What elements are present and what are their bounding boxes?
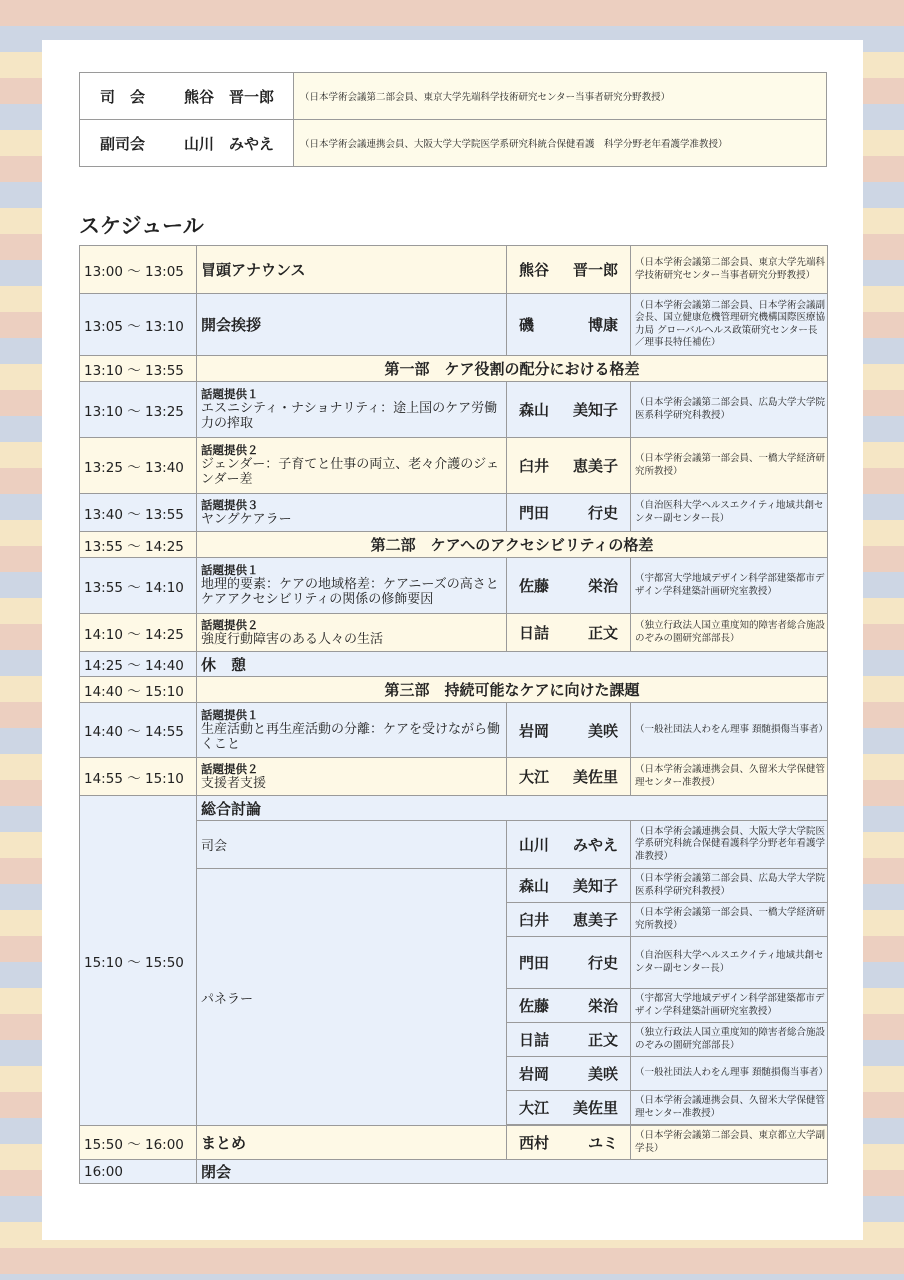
speaker-last-name: 西村 bbox=[519, 1134, 550, 1152]
schedule-row bbox=[80, 438, 828, 494]
schedule-table bbox=[79, 245, 828, 1184]
speaker-cell bbox=[507, 294, 631, 356]
affiliation-cell: （日本学術会議連携会員、久留米大学保健管理センター准教授） bbox=[631, 1091, 828, 1125]
speaker-last-name: 佐藤 bbox=[519, 997, 550, 1015]
time-cell: 13:10 ～ 13:25 bbox=[80, 382, 197, 438]
speaker-cell bbox=[507, 1091, 631, 1125]
affiliation-cell: （日本学術会議第一部会員、一橋大学経済研究所教授） bbox=[631, 903, 828, 937]
schedule-heading: スケジュール bbox=[79, 214, 204, 238]
topic-title: ジェンダー：子育てと仕事の両立、老々介護のジェンダー差 bbox=[201, 457, 499, 487]
topic-label: 話題提供２ bbox=[201, 761, 259, 776]
topic-label: 話題提供１ bbox=[201, 707, 259, 722]
affiliation-cell: （日本学術会議第二部会員、広島大学大学院医系科学研究科教授） bbox=[631, 382, 828, 438]
topic-label: 話題提供１ bbox=[201, 387, 259, 401]
title-cell: まとめ bbox=[197, 1126, 507, 1160]
speaker-cell bbox=[507, 558, 631, 614]
affiliation-cell: （独立行政法人国立重度知的障害者総合施設のぞみの園研究部部長） bbox=[631, 614, 828, 652]
speaker-cell bbox=[507, 821, 631, 869]
affiliation-cell: （日本学術会議連携会員、久留米大学保健管理センター准教授） bbox=[631, 758, 828, 796]
schedule-row bbox=[80, 382, 828, 438]
schedule-row bbox=[80, 494, 828, 532]
speaker-first-name: ユミ bbox=[587, 1134, 618, 1152]
speaker-first-name: 正文 bbox=[587, 1031, 618, 1049]
speaker-cell bbox=[507, 1023, 631, 1057]
affiliation-cell: （宇都宮大学地域デザイン科学部建築都市デザイン学科建築計画研究室教授） bbox=[631, 558, 828, 614]
time-cell: 15:50 ～ 16:00 bbox=[80, 1126, 197, 1160]
speaker-last-name: 熊谷 bbox=[519, 261, 550, 279]
topic-label: 話題提供３ bbox=[201, 497, 259, 512]
speaker-first-name: 美咲 bbox=[587, 1065, 618, 1083]
discussion-title-row bbox=[80, 796, 828, 821]
speaker-last-name: 佐藤 bbox=[519, 577, 550, 595]
topic-cell bbox=[197, 758, 507, 796]
time-cell: 13:10 ～ 13:55 bbox=[80, 356, 197, 382]
speaker-last-name: 大江 bbox=[519, 1099, 550, 1117]
speaker-first-name: 美佐里 bbox=[572, 1099, 618, 1117]
panel-label: パネラー bbox=[197, 869, 507, 1126]
time-cell: 13:55 ～ 14:25 bbox=[80, 532, 197, 558]
speaker-cell bbox=[507, 989, 631, 1023]
schedule-row bbox=[80, 758, 828, 796]
speaker-cell bbox=[507, 903, 631, 937]
time-cell: 16:00 bbox=[80, 1160, 197, 1184]
section-title: 第三部 持続可能なケアに向けた課題 bbox=[197, 677, 828, 703]
topic-cell bbox=[197, 438, 507, 494]
host-role: 副司会 bbox=[100, 134, 146, 153]
moderator-label: 司会 bbox=[197, 821, 507, 869]
time-cell: 13:25 ～ 13:40 bbox=[80, 438, 197, 494]
topic-label: 話題提供２ bbox=[201, 443, 259, 457]
schedule-row bbox=[80, 1126, 828, 1160]
speaker-last-name: 大江 bbox=[519, 768, 550, 786]
time-cell: 13:40 ～ 13:55 bbox=[80, 494, 197, 532]
topic-cell bbox=[197, 703, 507, 758]
speaker-cell bbox=[507, 1057, 631, 1091]
host-table bbox=[79, 72, 827, 167]
topic-cell bbox=[197, 382, 507, 438]
speaker-last-name: 山川 bbox=[519, 836, 550, 854]
time-cell: 14:25 ～ 14:40 bbox=[80, 652, 197, 677]
schedule-row bbox=[80, 614, 828, 652]
time-cell: 14:55 ～ 15:10 bbox=[80, 758, 197, 796]
topic-cell bbox=[197, 494, 507, 532]
speaker-last-name: 岩岡 bbox=[519, 1065, 550, 1083]
affiliation-cell: （一般社団法人わをん理事 頚髄損傷当事者） bbox=[631, 1057, 828, 1091]
affiliation-cell: （日本学術会議第二部会員、東京大学先端科学技術研究センター当事者研究分野教授） bbox=[631, 246, 828, 294]
speaker-cell bbox=[507, 494, 631, 532]
speaker-first-name: 美佐里 bbox=[572, 768, 618, 786]
title-cell: 開会挨拶 bbox=[197, 294, 507, 356]
break-title: 休 憩 bbox=[197, 652, 828, 677]
speaker-last-name: 日詰 bbox=[519, 624, 550, 642]
speaker-first-name: 博康 bbox=[587, 316, 618, 334]
affiliation-cell: （自治医科大学ヘルスエクイティ地域共創センター副センター長） bbox=[631, 494, 828, 532]
time-cell: 13:55 ～ 14:10 bbox=[80, 558, 197, 614]
schedule-row bbox=[80, 703, 828, 758]
topic-cell bbox=[197, 614, 507, 652]
speaker-first-name: 美知子 bbox=[572, 401, 618, 419]
discussion-title: 総合討論 bbox=[197, 796, 828, 821]
title-cell: 閉会 bbox=[197, 1160, 828, 1184]
affiliation-cell: （日本学術会議第一部会員、一橋大学経済研究所教授） bbox=[631, 438, 828, 494]
section-title: 第二部 ケアへのアクセシビリティの格差 bbox=[197, 532, 828, 558]
host-cell bbox=[80, 73, 294, 120]
topic-label: 話題提供１ bbox=[201, 563, 259, 577]
speaker-last-name: 日詰 bbox=[519, 1031, 550, 1049]
affiliation-cell: （独立行政法人国立重度知的障害者総合施設のぞみの園研究部部長） bbox=[631, 1023, 828, 1057]
speaker-first-name: 恵美子 bbox=[572, 911, 618, 929]
section-row bbox=[80, 532, 828, 558]
speaker-cell bbox=[507, 246, 631, 294]
speaker-first-name: 恵美子 bbox=[572, 457, 618, 475]
host-cell bbox=[80, 120, 294, 167]
affiliation-cell: （日本学術会議第二部会員、日本学術会議副会長、国立健康危機管理研究機構国際医療協力局 グローバルヘルス政策研究センター長／理事長特任補佐） bbox=[631, 294, 828, 356]
schedule-row bbox=[80, 294, 828, 356]
topic-title: 生産活動と再生産活動の分離：ケアを受けながら働くこと bbox=[201, 721, 501, 752]
affiliation-cell: （自治医科大学ヘルスエクイティ地域共創センター副センター長） bbox=[631, 937, 828, 989]
speaker-cell bbox=[507, 438, 631, 494]
host-affiliation: （日本学術会議連携会員、大阪大学大学院医学系研究科統合保健看護 科学分野老年看護学准教授） bbox=[294, 120, 827, 167]
time-cell: 14:40 ～ 14:55 bbox=[80, 703, 197, 758]
topic-cell bbox=[197, 558, 507, 614]
topic-title: 地理的要素：ケアの地域格差：ケアニーズの高さとケアアクセシビリティの関係の修飾要因 bbox=[201, 577, 499, 607]
section-row bbox=[80, 677, 828, 703]
host-name: 熊谷 晋一郎 bbox=[184, 87, 275, 106]
affiliation-cell: （宇都宮大学地域デザイン科学部建築都市デザイン学科建築計画研究室教授） bbox=[631, 989, 828, 1023]
speaker-first-name: 栄治 bbox=[587, 577, 618, 595]
topic-title: 支援者支援 bbox=[201, 775, 267, 791]
speaker-cell bbox=[507, 1126, 631, 1160]
speaker-first-name: 晋一郎 bbox=[572, 261, 618, 279]
topic-title: 強度行動障害のある人々の生活 bbox=[201, 631, 384, 647]
section-title: 第一部 ケア役割の配分における格差 bbox=[197, 356, 828, 382]
section-row bbox=[80, 356, 828, 382]
topic-label: 話題提供２ bbox=[201, 617, 259, 632]
speaker-first-name: 美咲 bbox=[587, 721, 618, 740]
speaker-first-name: 正文 bbox=[587, 624, 618, 642]
speaker-cell bbox=[507, 703, 631, 758]
affiliation-cell: （一般社団法人わをん理事 頚髄損傷当事者） bbox=[631, 703, 828, 758]
time-cell: 14:40 ～ 15:10 bbox=[80, 677, 197, 703]
affiliation-cell: （日本学術会議連携会員、大阪大学大学院医学系研究科統合保健看護科学分野老年看護学准教授） bbox=[631, 821, 828, 869]
speaker-last-name: 岩岡 bbox=[519, 721, 550, 740]
speaker-cell bbox=[507, 382, 631, 438]
speaker-cell bbox=[507, 937, 631, 989]
speaker-last-name: 臼井 bbox=[519, 457, 550, 475]
host-name: 山川 みやえ bbox=[184, 134, 275, 153]
program-sheet bbox=[42, 40, 863, 1240]
host-row-vice-chair bbox=[80, 120, 827, 167]
speaker-first-name: 栄治 bbox=[587, 997, 618, 1015]
title-cell: 冒頭アナウンス bbox=[197, 246, 507, 294]
speaker-last-name: 臼井 bbox=[519, 911, 550, 929]
speaker-first-name: 美知子 bbox=[572, 877, 618, 895]
speaker-cell bbox=[507, 614, 631, 652]
speaker-cell bbox=[507, 869, 631, 903]
host-role: 司 会 bbox=[100, 87, 146, 106]
time-cell: 13:00 ～ 13:05 bbox=[80, 246, 197, 294]
speaker-last-name: 磯 bbox=[519, 316, 535, 334]
host-affiliation: （日本学術会議第二部会員、東京大学先端科学技術研究センター当事者研究分野教授） bbox=[294, 73, 827, 120]
affiliation-cell: （日本学術会議第二部会員、東京都立大学副学長） bbox=[631, 1126, 828, 1160]
speaker-last-name: 森山 bbox=[519, 401, 550, 419]
break-row bbox=[80, 652, 828, 677]
speaker-last-name: 門田 bbox=[519, 504, 550, 522]
topic-title: ヤングケアラー bbox=[201, 511, 292, 527]
schedule-row bbox=[80, 1160, 828, 1184]
speaker-first-name: 行史 bbox=[587, 504, 618, 522]
topic-title: エスニシティ・ナショナリティ：途上国のケア労働力の搾取 bbox=[201, 401, 498, 431]
time-cell: 15:10 ～ 15:50 bbox=[80, 796, 197, 1126]
speaker-first-name: 行史 bbox=[587, 954, 618, 972]
speaker-cell bbox=[507, 758, 631, 796]
time-cell: 14:10 ～ 14:25 bbox=[80, 614, 197, 652]
speaker-last-name: 森山 bbox=[519, 877, 550, 895]
time-cell: 13:05 ～ 13:10 bbox=[80, 294, 197, 356]
affiliation-cell: （日本学術会議第二部会員、広島大学大学院医系科学研究科教授） bbox=[631, 869, 828, 903]
speaker-last-name: 門田 bbox=[519, 954, 550, 972]
host-row-chair bbox=[80, 73, 827, 120]
schedule-row bbox=[80, 246, 828, 294]
schedule-row bbox=[80, 558, 828, 614]
speaker-first-name: みやえ bbox=[572, 836, 618, 854]
